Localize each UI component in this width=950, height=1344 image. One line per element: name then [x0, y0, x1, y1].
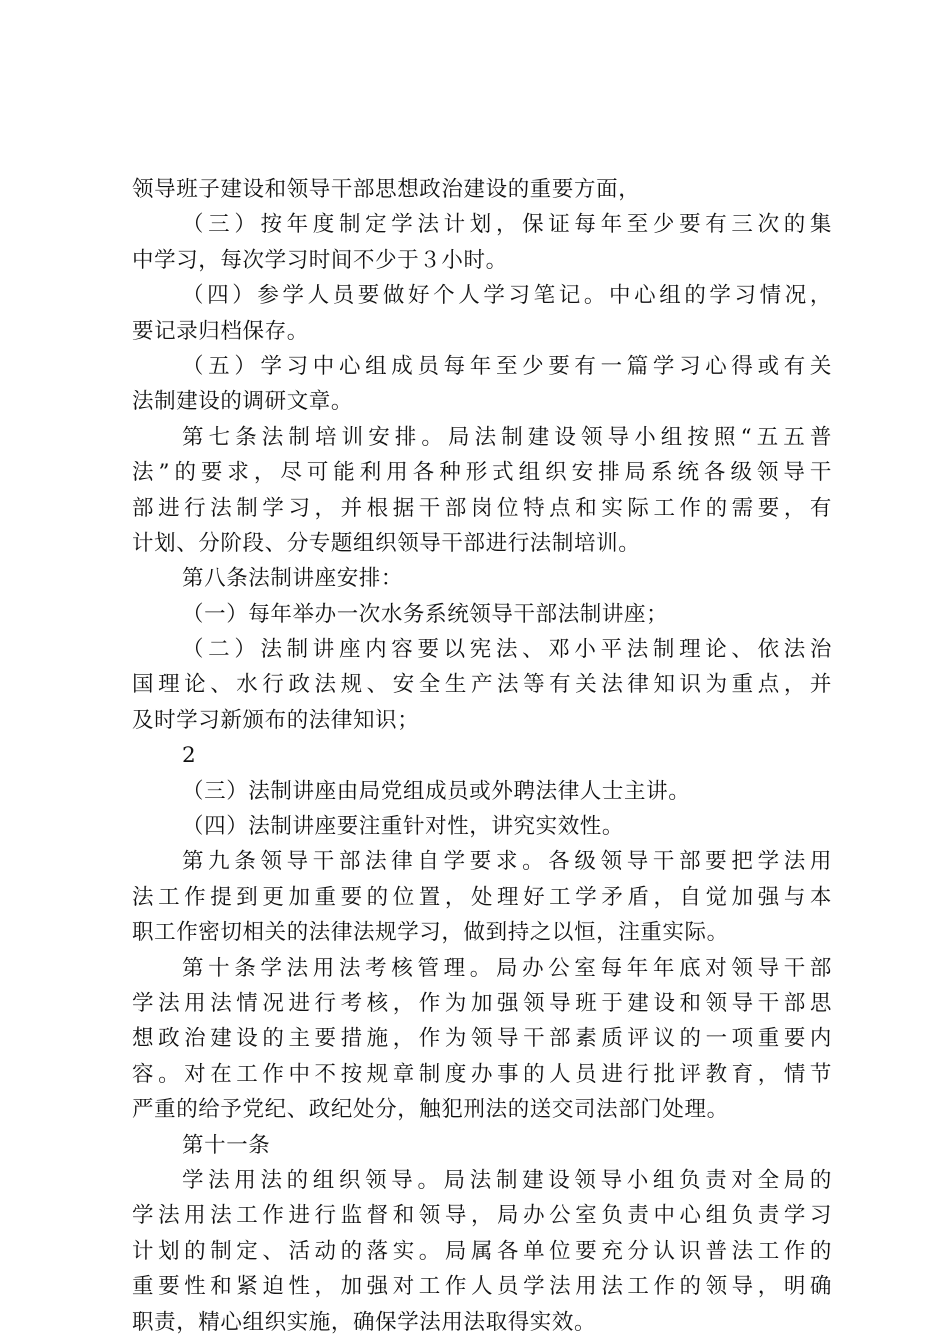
document-line: 第九条领导干部法律自学要求。各级领导干部要把学法用 [182, 849, 832, 875]
document-line: 要记录归档保存。 [132, 318, 309, 344]
document-line: （三）按年度制定学法计划，保证每年至少要有三次的集 [182, 212, 832, 238]
document-line: 法制建设的调研文章。 [132, 389, 354, 415]
document-line: 部进行法制学习，并根据干部岗位特点和实际工作的需要，有 [132, 495, 832, 521]
document-line: 严重的给予党纪、政纪处分，触犯刑法的送交司法部门处理。 [132, 1097, 729, 1123]
document-body [132, 172, 832, 1340]
document-line: 第七条法制培训安排。局法制建设领导小组按照“五五普 [182, 424, 832, 450]
document-line: 学法用法情况进行考核，作为加强领导班于建设和领导干部思 [132, 990, 832, 1016]
document-line: 计划的制定、活动的落实。局属各单位要充分认识普法工作的 [132, 1238, 832, 1264]
document-line: 计划、分阶段、分专题组织领导干部进行法制培训。 [132, 530, 641, 556]
document-line: 重要性和紧迫性，加强对工作人员学法用法工作的领导，明确 [132, 1274, 832, 1300]
document-line: 学法用法的组织领导。局法制建设领导小组负责对全局的 [182, 1167, 832, 1193]
document-line: （三）法制讲座由局党组成员或外聘法律人士主讲。 [182, 778, 691, 804]
document-line: 法工作提到更加重要的位置，处理好工学矛盾，自觉加强与本 [132, 884, 832, 910]
document-line: 法”的要求，尽可能利用各种形式组织安排局系统各级领导干 [132, 460, 832, 486]
document-line: 第十条学法用法考核管理。局办公室每年年底对领导干部 [182, 955, 832, 981]
document-line: 2 [182, 743, 197, 769]
document-line: 学法用法工作进行监督和领导，局办公室负责中心组负责学习 [132, 1203, 832, 1229]
document-line: 职工作密切相关的法律法规学习，做到持之以恒，注重实际。 [132, 920, 729, 946]
document-line: 国理论、水行政法规、安全生产法等有关法律知识为重点，并 [132, 672, 832, 698]
document-line: 容。对在工作中不按规章制度办事的人员进行批评教育，情节 [132, 1061, 832, 1087]
document-line: （四）参学人员要做好个人学习笔记。中心组的学习情况， [182, 283, 832, 309]
document-line: 第八条法制讲座安排： [182, 566, 404, 592]
document-line: 及时学习新颁布的法律知识； [132, 707, 420, 733]
document-line: （四）法制讲座要注重针对性，讲究实效性。 [182, 814, 625, 840]
document-line: 领导班子建设和领导干部思想政治建设的重要方面， [132, 177, 641, 202]
document-line: （一）每年举办一次水务系统领导干部法制讲座； [182, 601, 669, 627]
document-line: 中学习，每次学习时间不少于３小时。 [132, 247, 508, 273]
document-line: （二）法制讲座内容要以宪法、邓小平法制理论、依法治 [182, 637, 832, 663]
document-line: 第十一条 [182, 1132, 271, 1158]
document-line: 想政治建设的主要措施，作为领导干部素质评议的一项重要内 [132, 1026, 832, 1052]
document-line: 职责，精心组织实施，确保学法用法取得实效。 [132, 1309, 597, 1335]
document-line: （五）学习中心组成员每年至少要有一篇学习心得或有关 [182, 353, 832, 379]
